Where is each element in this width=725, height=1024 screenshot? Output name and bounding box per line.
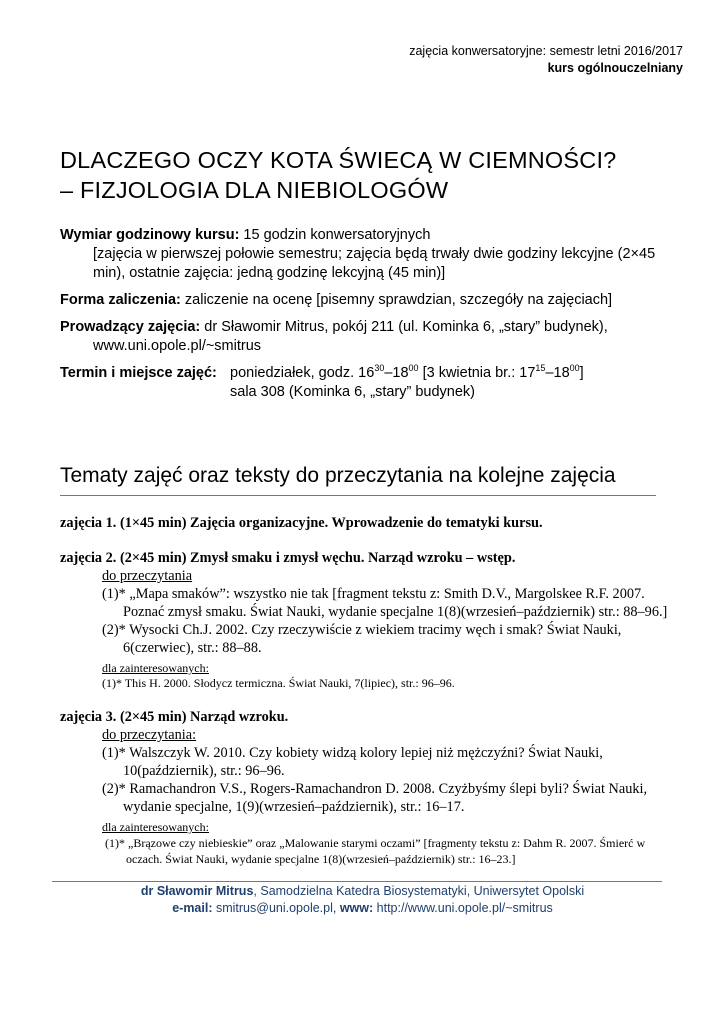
- schedule-time-text: –18: [545, 365, 570, 381]
- footer-author: [0, 883, 725, 900]
- schedule-time-sup: 15: [535, 363, 546, 373]
- reading-text: (2)* Ramachandron V.S., Rogers-Ramachandron D. 2008. Czyżbyśmy ślepi byli? Świat Nauki,: [102, 781, 648, 797]
- info-instructor-value: dr Sławomir Mitrus, pokój 211 (ul. Kominka 6, „stary” budynek),: [200, 319, 608, 335]
- class-2-heading: zajęcia 2. (2×45 min) Zmysł smaku i zmysł węchu. Narząd wzroku – wstęp.: [60, 550, 516, 566]
- class-3-heading: zajęcia 3. (2×45 min) Narząd wzroku.: [60, 709, 289, 725]
- schedule-time-text: [3 kwietnia br.: 17: [418, 365, 536, 381]
- document-title: [60, 145, 700, 205]
- reading-text: Poznać zmysł smaku. Świat Nauki, wydanie specjalne 1(8)(wrzesień–październik) str.: 88–96.]: [123, 604, 668, 620]
- info-schedule-time: [230, 364, 680, 383]
- section-divider: [60, 495, 656, 496]
- class-1-heading: zajęcia 1. (1×45 min) Zajęcia organizacyjne. Wprowadzenie do tematyki kursu.: [60, 515, 543, 531]
- class-3-reading-1: [60, 744, 680, 780]
- footer-www-label: www:: [336, 900, 374, 915]
- info-schedule: [60, 364, 680, 402]
- class-3-extra-label: dla zainteresowanych:: [102, 820, 209, 834]
- extra-reading-text: (1)* „Brązowe czy niebieskie” oraz „Malowanie starymi oczami” [fragmenty tekstu z: Dahm R. 2007. Śmierć w: [105, 836, 646, 850]
- info-assessment-label: Forma zaliczenia:: [60, 292, 181, 308]
- class-3-extra-1: [60, 835, 680, 867]
- info-assessment-value: zaliczenie na ocenę [pisemny sprawdzian, szczegóły na zajęciach]: [180, 292, 613, 308]
- reading-text: (1)* Walszczyk W. 2010. Czy kobiety widzą kolory lepiej niż mężczyźni? Świat Nauki,: [102, 745, 603, 761]
- schedule-time-sup: 30: [374, 363, 385, 373]
- footer-affiliation: , Samodzielna Katedra Biosystematyki, Uniwersytet Opolski: [253, 884, 585, 898]
- info-schedule-place: sala 308 (Kominka 6, „stary” budynek): [230, 384, 475, 400]
- course-info: [60, 226, 680, 402]
- document-header: [409, 43, 683, 77]
- footer-author-name: dr Sławomir Mitrus: [140, 884, 254, 898]
- footer-contact: [0, 900, 725, 917]
- info-hours-value: 15 godzin konwersatoryjnych: [239, 227, 431, 243]
- footer-email-label: e-mail:: [172, 900, 213, 915]
- info-instructor-www: www.uni.opole.pl/~smitrus: [93, 338, 262, 354]
- class-3-reading-2: [60, 780, 680, 816]
- schedule-time-text: ]: [579, 365, 584, 381]
- class-2-extra-1: (1)* This H. 2000. Słodycz termiczna. Świat Nauki, 7(lipiec), str.: 96–96.: [102, 676, 455, 690]
- info-hours: [60, 226, 680, 245]
- schedule-time-text: poniedziałek, godz. 16: [230, 365, 375, 381]
- info-assessment: [60, 291, 680, 310]
- header-course-type: zajęcia konwersatoryjne: semestr letni 2016/2017: [409, 44, 683, 58]
- schedule-time-sup: 00: [408, 363, 419, 373]
- info-instructor-label: Prowadzący zajęcia:: [60, 319, 201, 335]
- footer-www: http://www.uni.opole.pl/~smitrus: [373, 900, 553, 915]
- info-hours-label: Wymiar godzinowy kursu:: [60, 227, 240, 243]
- info-schedule-label: Termin i miejsce zajęć:: [60, 365, 217, 381]
- class-3-reading-label: do przeczytania:: [102, 727, 197, 743]
- reading-text: 6(czerwiec), str.: 88–88.: [123, 640, 262, 656]
- class-2-extra-label: dla zainteresowanych:: [102, 661, 209, 675]
- schedule-time-text: –18: [384, 365, 409, 381]
- document-footer: [0, 883, 725, 916]
- title-line-1: DLACZEGO OCZY KOTA ŚWIECĄ W CIEMNOŚCI?: [60, 147, 617, 173]
- class-2-reading-1: [60, 585, 680, 621]
- footer-email: smitrus@uni.opole.pl,: [212, 900, 337, 915]
- reading-text: (1)* „Mapa smaków”: wszystko nie tak [fragment tekstu z: Smith D.V., Margolskee R.F. 2007.: [102, 586, 645, 602]
- info-hours-note: [zajęcia w pierwszej połowie semestru; zajęcia będą trwały dwie godziny lekcyjne (2×45 min), ostatnie zajęcia: jedną godzinę lekcyjną (45 min)]: [93, 246, 656, 281]
- info-instructor: [60, 318, 680, 337]
- reading-text: (2)* Wysocki Ch.J. 2002. Czy rzeczywiście z wiekiem tracimy węch i smak? Świat Nauki,: [102, 622, 622, 638]
- class-2-reading-label: do przeczytania: [102, 568, 193, 584]
- reading-text: 10(październik), str.: 96–96.: [123, 763, 285, 779]
- section-title: Tematy zajęć oraz teksty do przeczytania na kolejne zajęcia: [60, 464, 616, 487]
- class-2-reading-2: [60, 621, 680, 657]
- header-course-scope: kurs ogólnouczelniany: [547, 61, 683, 75]
- reading-text: wydanie specjalne, 1(9)(wrzesień–październik), str.: 16–17.: [123, 799, 465, 815]
- footer-divider: [52, 881, 662, 882]
- class-list: [60, 514, 680, 867]
- info-schedule-values: [230, 364, 680, 402]
- extra-reading-text: oczach. Świat Nauki, wydanie specjalne 1(8)(wrzesień–październik) str.: 16–23.]: [126, 852, 516, 866]
- title-line-2: – FIZJOLOGIA DLA NIEBIOLOGÓW: [60, 177, 449, 203]
- schedule-time-sup: 00: [569, 363, 580, 373]
